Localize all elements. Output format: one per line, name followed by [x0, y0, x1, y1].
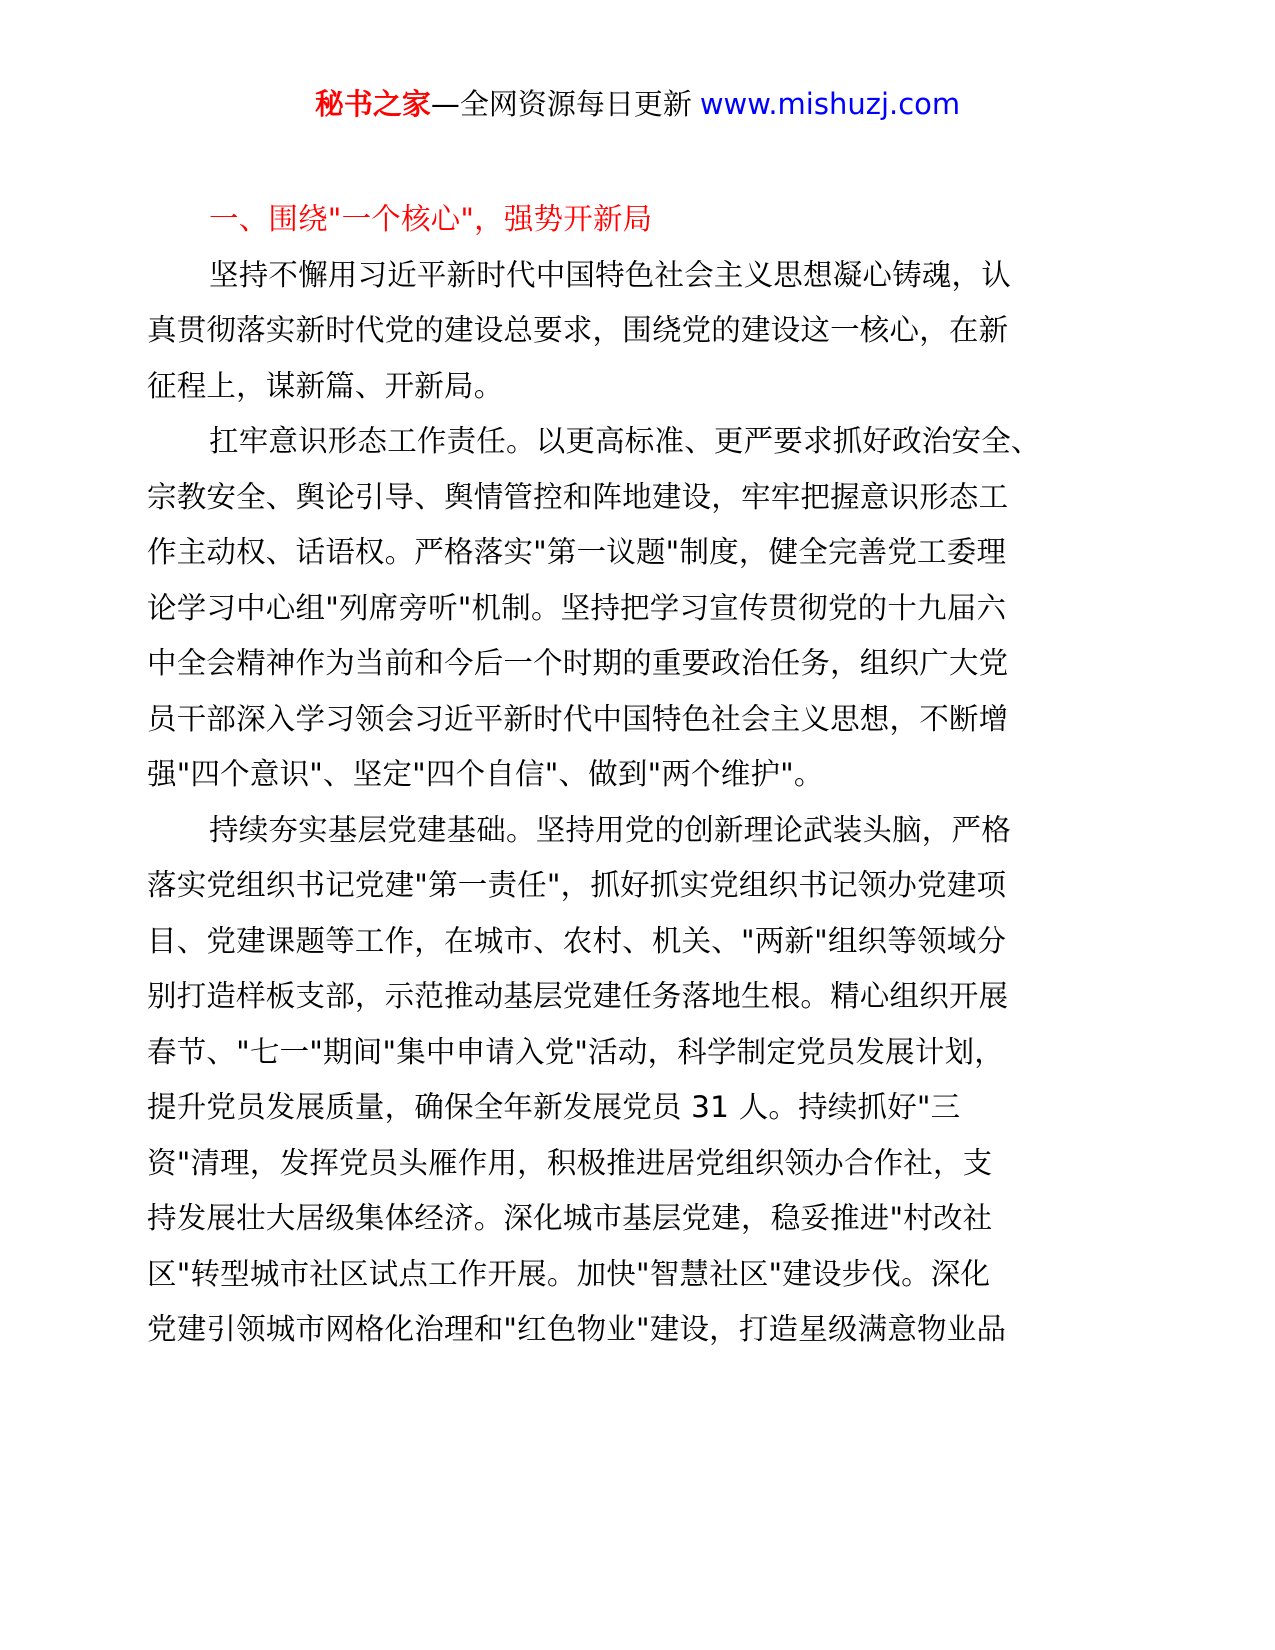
- paragraph-line: 资"清理，发挥党员头雁作用，积极推进居党组织领办合作社，支: [147, 1145, 993, 1180]
- site-brand: 秘书之家: [314, 87, 431, 121]
- paragraph-line: 宗教安全、舆论引导、舆情管控和阵地建设，牢牢把握意识形态工: [147, 479, 1009, 514]
- site-url-link[interactable]: www.mishuzj.com: [699, 87, 961, 121]
- paragraph-line: 党建引领城市网格化治理和"红色物业"建设，打造星级满意物业品: [147, 1312, 1007, 1346]
- paragraph-line: 持发展壮大居级集体经济。深化城市基层党建，稳妥推进"村改社: [147, 1201, 993, 1235]
- site-slogan: —全网资源每日更新: [430, 87, 692, 121]
- document-body: [147, 197, 1077, 1363]
- paragraph-line: 作主动权、话语权。严格落实"第一议题"制度，健全完善党工委理: [147, 535, 1007, 569]
- paragraph-line: 提升党员发展质量，确保全年新发展党员 31 人。持续抓好"三: [147, 1090, 961, 1124]
- paragraph-line: 目、党建课题等工作，在城市、农村、机关、"两新"组织等领域分: [147, 923, 1007, 958]
- paragraph-line: 落实党组织书记党建"第一责任"，抓好抓实党组织书记领办党建项: [147, 868, 1007, 902]
- paragraph-line: 中全会精神作为当前和今后一个时期的重要政治任务，组织广大党: [147, 646, 1009, 680]
- paragraph-line: 坚持不懈用习近平新时代中国特色社会主义思想凝心铸魂，认: [209, 257, 1011, 292]
- paragraph-line: 征程上，谋新篇、开新局。: [147, 368, 504, 403]
- paragraph-line: 区"转型城市社区试点工作开展。加快"智慧社区"建设步伐。深化: [147, 1256, 991, 1291]
- paragraph-line: 扛牢意识形态工作责任。以更高标准、更严要求抓好政治安全、: [209, 424, 1041, 458]
- paragraph-line: 论学习中心组"列席旁听"机制。坚持把学习宣传贯彻党的十九届六: [147, 590, 1007, 625]
- paragraph-line: 别打造样板支部，示范推动基层党建任务落地生根。精心组织开展: [147, 979, 1009, 1013]
- paragraph: [147, 808, 1077, 1363]
- paragraph-line: 强"四个意识"、坚定"四个自信"、做到"两个维护"。: [147, 757, 824, 791]
- paragraph-line: 持续夯实基层党建基础。坚持用党的创新理论武装头脑，严格: [209, 812, 1011, 847]
- paragraph-line: 春节、"七一"期间"集中申请入党"活动，科学制定党员发展计划，: [147, 1034, 1004, 1069]
- paragraph-line: 员干部深入学习领会习近平新时代中国特色社会主义思想，不断增: [147, 701, 1009, 736]
- section-heading: 一、围绕"一个核心"，强势开新局: [209, 202, 653, 236]
- paragraph: [147, 253, 1077, 420]
- paragraph-line: 真贯彻落实新时代党的建设总要求，围绕党的建设这一核心，在新: [147, 313, 1009, 347]
- paragraph: [147, 419, 1077, 808]
- site-header: [0, 84, 1275, 124]
